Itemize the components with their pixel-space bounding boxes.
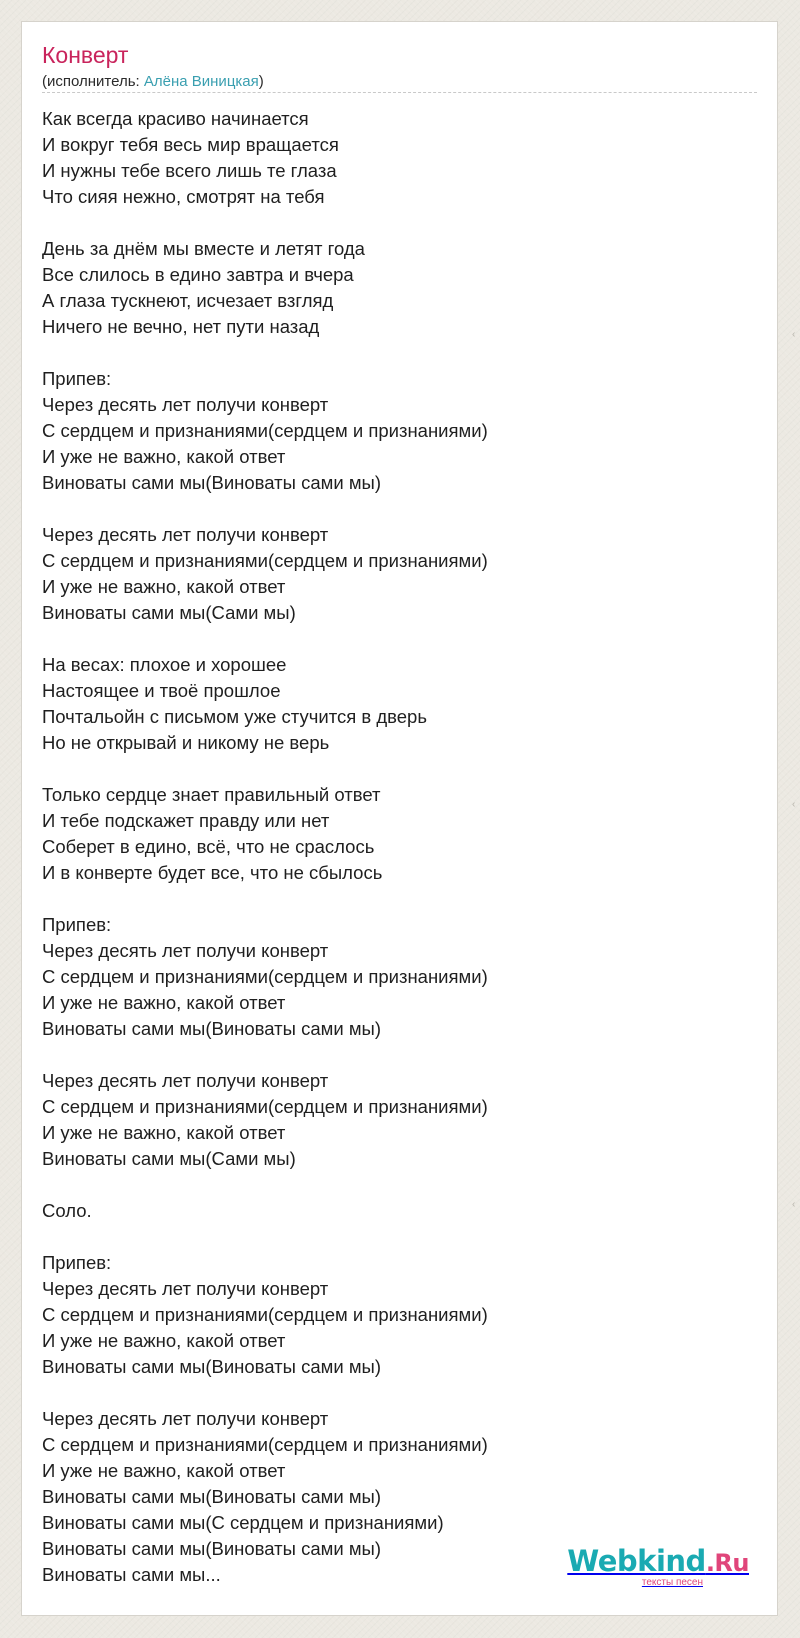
title-divider <box>42 92 757 93</box>
logo-main <box>549 1545 749 1579</box>
lyric-line: Через десять лет получи конверт <box>42 394 329 415</box>
lyric-line: А глаза тускнеют, исчезает взгляд <box>42 290 334 311</box>
lyric-line: Ничего не вечно, нет пути назад <box>42 316 320 337</box>
lyrics-stanza <box>42 782 742 886</box>
lyrics-body <box>42 106 742 1614</box>
lyric-line: И уже не важно, какой ответ <box>42 446 286 467</box>
lyrics-stanza <box>42 652 742 756</box>
lyric-line: День за днём мы вместе и летят года <box>42 238 365 259</box>
lyric-line: Виноваты сами мы... <box>42 1564 221 1585</box>
lyrics-stanza <box>42 522 742 626</box>
artist-line <box>42 73 264 91</box>
lyric-line: С сердцем и признаниями(сердцем и признаниями) <box>42 1304 488 1325</box>
lyric-line: С сердцем и признаниями(сердцем и признаниями) <box>42 420 488 441</box>
lyric-line: Виноваты сами мы(Сами мы) <box>42 1148 296 1169</box>
edge-decoration: ‹ <box>792 799 796 810</box>
lyric-line: С сердцем и признаниями(сердцем и признаниями) <box>42 550 488 571</box>
lyric-line: И уже не важно, какой ответ <box>42 1122 286 1143</box>
lyric-line: Через десять лет получи конверт <box>42 1278 329 1299</box>
lyrics-stanza <box>42 912 742 1042</box>
lyric-line: И уже не важно, какой ответ <box>42 1460 286 1481</box>
logo-word: Webkind <box>567 1544 706 1578</box>
lyric-line: Припев: <box>42 1252 112 1273</box>
lyric-line: Виноваты сами мы(Виноваты сами мы) <box>42 1356 381 1377</box>
lyric-line: Виноваты сами мы(Виноваты сами мы) <box>42 1486 381 1507</box>
lyrics-stanza <box>42 1068 742 1172</box>
lyric-line: Припев: <box>42 368 112 389</box>
lyric-line: И в конверте будет все, что не сбылось <box>42 862 383 883</box>
lyrics-stanza <box>42 106 742 210</box>
lyric-line: И вокруг тебя весь мир вращается <box>42 134 339 155</box>
lyric-line: Только сердце знает правильный ответ <box>42 784 381 805</box>
lyric-line: Через десять лет получи конверт <box>42 940 329 961</box>
lyric-line: Виноваты сами мы(Виноваты сами мы) <box>42 1538 381 1559</box>
lyric-line: И нужны тебе всего лишь те глаза <box>42 160 337 181</box>
lyrics-stanza <box>42 366 742 496</box>
lyric-line: И тебе подскажет правду или нет <box>42 810 330 831</box>
lyric-line: Что сияя нежно, смотрят на тебя <box>42 186 325 207</box>
lyrics-stanza <box>42 1250 742 1380</box>
edge-decoration: ‹ <box>792 1199 796 1210</box>
artist-prefix: (исполнитель: <box>42 73 144 90</box>
lyric-line: С сердцем и признаниями(сердцем и признаниями) <box>42 1434 488 1455</box>
lyric-line: Виноваты сами мы(Сами мы) <box>42 602 296 623</box>
lyric-line: На весах: плохое и хорошее <box>42 654 287 675</box>
logo-tagline: тексты песен <box>641 1577 703 1588</box>
lyric-line: Но не открывай и никому не верь <box>42 732 330 753</box>
lyric-line: Соберет в едино, всё, что не сраслось <box>42 836 375 857</box>
lyric-line: Почтальойн с письмом уже стучится в дверь <box>42 706 427 727</box>
artist-suffix: ) <box>258 73 264 90</box>
webkind-logo[interactable] <box>549 1545 749 1593</box>
lyric-line: Соло. <box>42 1200 92 1221</box>
lyrics-stanza <box>42 236 742 340</box>
lyrics-card <box>21 21 778 1616</box>
lyric-line: Виноваты сами мы(Виноваты сами мы) <box>42 1018 381 1039</box>
lyric-line: Через десять лет получи конверт <box>42 1070 329 1091</box>
lyric-line: Все слилось в едино завтра и вчера <box>42 264 354 285</box>
song-title: Конверт <box>42 42 129 68</box>
lyric-line: Виноваты сами мы(С сердцем и признаниями) <box>42 1512 444 1533</box>
lyric-line: Виноваты сами мы(Виноваты сами мы) <box>42 472 381 493</box>
logo-tld: .Ru <box>705 1549 749 1577</box>
lyrics-stanza <box>42 1198 742 1224</box>
lyric-line: Через десять лет получи конверт <box>42 1408 329 1429</box>
lyric-line: И уже не важно, какой ответ <box>42 992 286 1013</box>
lyric-line: Припев: <box>42 914 112 935</box>
lyric-line: И уже не важно, какой ответ <box>42 1330 286 1351</box>
edge-decoration: ‹ <box>792 329 796 340</box>
lyric-line: Через десять лет получи конверт <box>42 524 329 545</box>
lyric-line: Как всегда красиво начинается <box>42 108 309 129</box>
lyric-line: С сердцем и признаниями(сердцем и признаниями) <box>42 1096 488 1117</box>
lyric-line: И уже не важно, какой ответ <box>42 576 286 597</box>
lyric-line: С сердцем и признаниями(сердцем и признаниями) <box>42 966 488 987</box>
artist-link[interactable]: Алёна Виницкая <box>143 73 259 90</box>
lyric-line: Настоящее и твоё прошлое <box>42 680 281 701</box>
